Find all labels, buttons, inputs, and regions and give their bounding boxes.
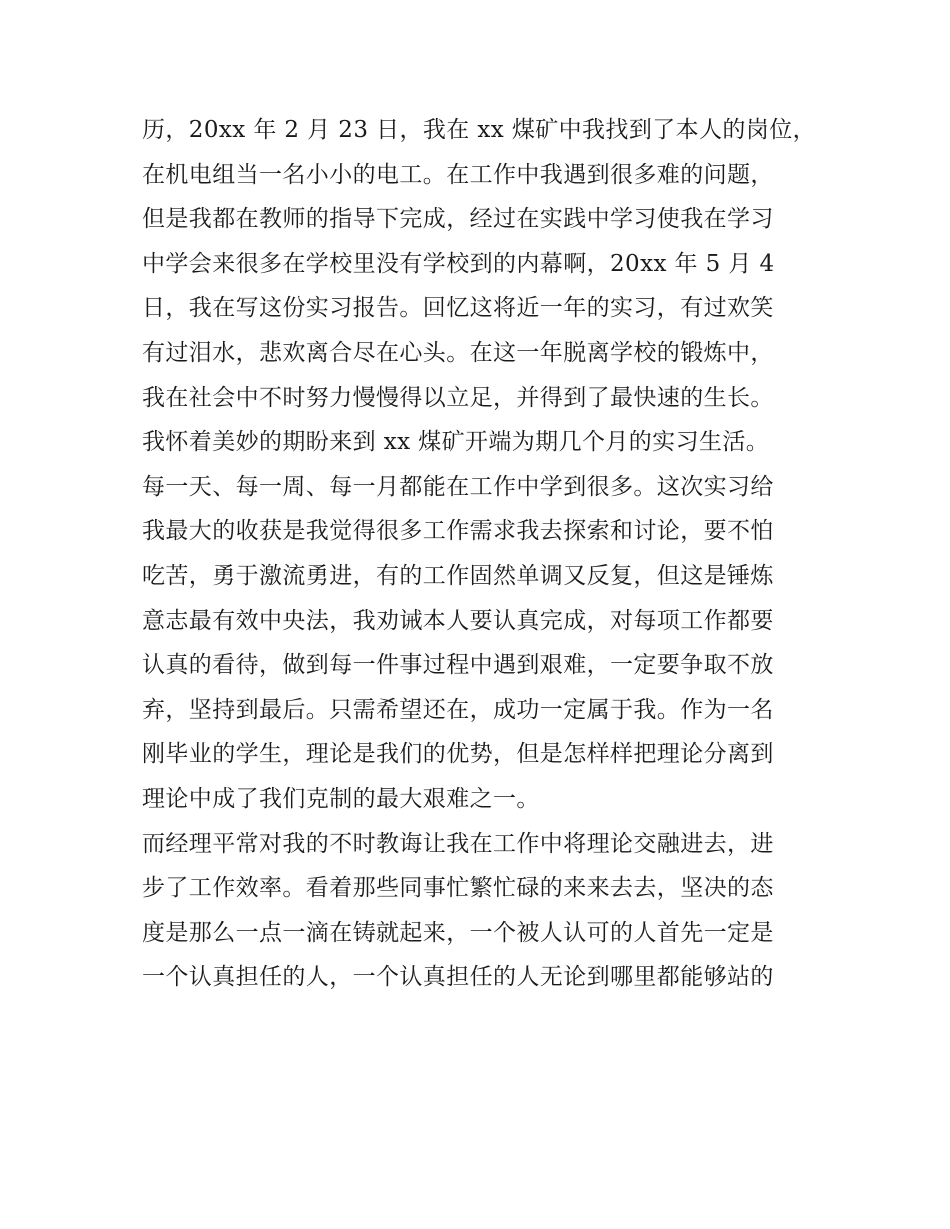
- text-line: 我在社会中不时努力慢慢得以立足，并得到了最快速的生长。: [142, 384, 774, 411]
- text-line: 吃苦，勇于激流勇进，有的工作固然单调又反复，但这是锤炼: [142, 562, 774, 589]
- text-line: 每一天、每一周、每一月都能在工作中学到很多。这次实习给: [142, 473, 774, 500]
- text-line: 我最大的收获是我觉得很多工作需求我去探索和讨论，要不怕: [142, 518, 774, 545]
- body-text: [142, 108, 822, 1000]
- text-line: 我怀着美妙的期盼来到 xx 煤矿开端为期几个月的实习生活。: [142, 429, 770, 456]
- text-line: 但是我都在教师的指导下完成，经过在实践中学习使我在学习: [142, 206, 774, 233]
- text-line: 日，我在写这份实习报告。回忆这将近一年的实习，有过欢笑: [142, 295, 774, 322]
- text-line: 认真的看待，做到每一件事过程中遇到艰难，一定要争取不放: [142, 652, 774, 679]
- text-line: 在机电组当一名小小的电工。在工作中我遇到很多难的问题，: [142, 161, 774, 188]
- text-line: 意志最有效中央法，我劝诫本人要认真完成，对每项工作都要: [142, 607, 774, 634]
- text-line: 步了工作效率。看着那些同事忙繁忙碌的来来去去，坚决的态: [142, 875, 774, 902]
- text-line: 而经理平常对我的不时教诲让我在工作中将理论交融进去，进: [142, 830, 774, 857]
- text-line: 理论中成了我们克制的最大艰难之一。: [142, 785, 540, 812]
- text-line: 弃，坚持到最后。只需希望还在，成功一定属于我。作为一名: [142, 696, 774, 723]
- text-line: 历，20xx 年 2 月 23 日，我在 xx 煤矿中我找到了本人的岗位，: [142, 117, 817, 143]
- text-line: 度是那么一点一滴在铸就起来，一个被人认可的人首先一定是: [142, 919, 774, 946]
- text-line: 中学会来很多在学校里没有学校到的内幕啊，20xx 年 5 月 4: [142, 250, 775, 277]
- text-line: 一个认真担任的人，一个认真担任的人无论到哪里都能够站的: [142, 964, 774, 991]
- text-line: 刚毕业的学生，理论是我们的优势，但是怎样样把理论分离到: [142, 741, 774, 768]
- text-line: 有过泪水，悲欢离合尽在心头。在这一年脱离学校的锻炼中，: [142, 339, 774, 366]
